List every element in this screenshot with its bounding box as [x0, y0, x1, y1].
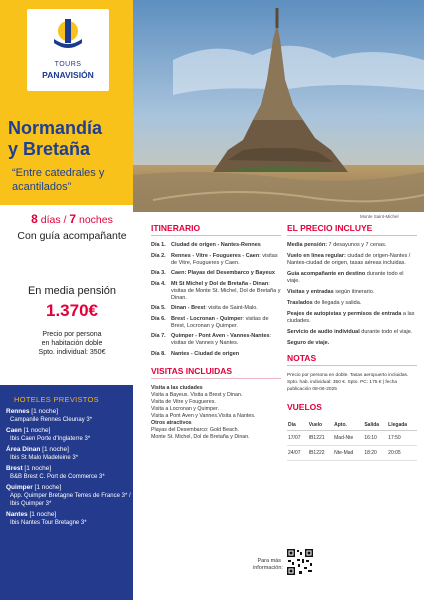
hotel-name: App. Quimper Bretagne Terres de France 3* / Ibis Quimper 3* — [10, 493, 131, 507]
flight-row — [287, 446, 417, 461]
price-note-line1: Precio por persona — [42, 331, 102, 338]
include-bold: Peajes de autopistas y permisos de entrada — [287, 311, 402, 317]
itinerary-day — [151, 281, 281, 302]
more-info-label — [253, 558, 281, 572]
includes-list — [287, 242, 417, 347]
visit-line: Visita de Vitre y Fougueres. — [151, 398, 216, 405]
include-bold: Servicio de audio individual — [287, 329, 360, 335]
photo-caption: Monte Saint-Michel — [360, 214, 399, 219]
day-text: : visitas de Brest, Locronan y Quimper. — [171, 315, 269, 329]
day-title: Brest - Locronan - Quimper — [171, 315, 243, 322]
include-text: según itinerario. — [333, 289, 375, 295]
price-note-line3: Spto. individual: 350€ — [38, 349, 106, 356]
panavision-logo — [27, 9, 109, 91]
include-item — [287, 340, 417, 347]
flights-header: Llegada — [387, 420, 417, 431]
hotel-nights: [1 noche] — [22, 465, 52, 472]
duration-nights-label: noches — [78, 214, 113, 226]
visit-line: Visita a Pont Aven y Vannes.Visita a Nantes. — [151, 412, 256, 419]
hotels-list — [6, 408, 131, 530]
hotel-name: Campanile Rennes Cleunay 3* — [10, 417, 93, 423]
itinerary-day — [151, 333, 281, 347]
flight-cell: 20:05 — [387, 446, 417, 461]
itinerary-column — [151, 223, 281, 441]
hotel-nights: [1 noche] — [32, 484, 62, 491]
visit-line: Visita a Bayeux. Visita a Brest y Dinan. — [151, 391, 243, 398]
visits-heading-other: Otros atractivos — [151, 419, 192, 426]
include-bold: Seguro de viaje. — [287, 340, 330, 346]
hotel-nights: [1 noche] — [21, 427, 51, 434]
flight-cell: 24/07 — [287, 446, 308, 461]
duration: 8 días / 7 noches — [31, 212, 113, 226]
include-text: ciudad de origen-Nantes / Nantes-ciudad de origen, tasas aéreas incluidas. — [287, 253, 411, 266]
visits-title: VISITAS INCLUIDAS — [151, 366, 281, 379]
qr-code-icon[interactable] — [286, 548, 314, 576]
hotel-nights: [1 noche] — [29, 408, 59, 415]
hotel-item — [6, 484, 131, 508]
include-text: 7 desayunos y 7 cenas. — [327, 242, 387, 248]
itinerary-day — [151, 253, 281, 267]
flights-header: Día — [287, 420, 308, 431]
flight-cell: 17:50 — [387, 431, 417, 446]
includes-title: EL PRECIO INCLUYE — [287, 223, 417, 236]
trip-title-line2: y Bretaña — [8, 139, 91, 159]
notes-title: NOTAS — [287, 353, 417, 366]
hotel-nights: [1 noche] — [40, 446, 69, 453]
hotel-city: Quimper — [6, 484, 33, 491]
logo-tours-text: TOURS — [54, 61, 82, 68]
hotel-nights: [1 noche] — [27, 511, 57, 518]
visit-line: Visita a Locronan y Quimper. — [151, 405, 219, 412]
hotel-name: Ibis Caen Porte d'Inglaterre 3* — [10, 436, 91, 442]
include-item — [287, 329, 417, 336]
day-title: Rennes - Vitre - Fougueres - Caen — [171, 252, 260, 259]
visit-line: Monte St. Michel, Dol de Bretaña y Dinan. — [151, 433, 250, 440]
include-bold: Vuelo en línea regular: — [287, 253, 346, 259]
hotel-name: Ibis Nantes Tour Bretagne 3* — [10, 520, 87, 526]
hotel-item — [6, 427, 131, 443]
include-item — [287, 300, 417, 307]
include-item — [287, 253, 417, 267]
flight-row — [287, 431, 417, 446]
flights-title: VUELOS — [287, 402, 322, 412]
flight-cell: IB1222 — [308, 446, 333, 461]
day-number: Día 1. — [151, 242, 166, 248]
day-title: Quimper - Pont Aven - Vannes-Nantes — [171, 333, 270, 339]
day-number: Día 8. — [151, 350, 166, 357]
logo-brand-text: PANAVISIÓN — [42, 70, 94, 80]
itinerary-day — [151, 270, 281, 277]
day-number: Día 7. — [151, 333, 166, 339]
flight-cell: 16:10 — [363, 431, 387, 446]
day-title: Ciudad de origen - Nantes-Rennes — [171, 242, 261, 248]
hotel-city: Caen — [6, 427, 22, 434]
day-title: Caen: Playas del Desembarco y Bayeux — [171, 270, 275, 276]
hotels-title: HOTELES PREVISTOS — [14, 395, 99, 404]
hotel-city: Brest — [6, 465, 23, 472]
include-bold: Media pensión: — [287, 242, 328, 248]
duration-nights: 7 — [69, 212, 77, 226]
day-number: Día 2. — [151, 252, 166, 259]
duration-panel — [0, 205, 144, 385]
hero-photo-mont-saint-michel — [133, 0, 424, 212]
hotel-name: B&B Brest C. Port de Commerce 3* — [10, 474, 105, 480]
hotel-city: Nantes — [6, 511, 28, 518]
include-bold: Visitas y entradas — [287, 289, 334, 295]
price-board: En media pensión — [27, 285, 117, 297]
day-text: : visitas de Monte St. Michel, Dol de Bretaña y Dinan. — [171, 280, 281, 301]
duration-days-label: días — [40, 214, 61, 226]
itinerary-list — [151, 242, 281, 358]
include-item — [287, 289, 417, 296]
flight-cell: 17/07 — [287, 431, 308, 446]
flights-header: Vuelo — [308, 420, 333, 431]
guide-text: Con guía acompañante — [17, 230, 127, 242]
flights-header: Salida — [363, 420, 387, 431]
include-bold: Guía acompañante en destino — [287, 271, 366, 277]
day-number: Día 6. — [151, 315, 166, 322]
flights-table — [287, 420, 417, 461]
hotel-city: Rennes — [6, 408, 30, 415]
flights-header-row — [287, 420, 417, 431]
day-text: : visitas de Vannes y Nantes. — [171, 333, 272, 346]
day-number: Día 4. — [151, 280, 166, 287]
include-bold: Traslados — [287, 300, 313, 306]
hotel-item — [6, 511, 131, 527]
include-item — [287, 242, 417, 249]
day-title: Mt St Michel y Dol de Bretaña - Dinan — [171, 280, 269, 287]
day-text: : visitas de Vitre, Fougueres y Caen. — [171, 252, 278, 266]
hotel-city: Área Dinan — [6, 446, 41, 453]
flight-cell: IB1221 — [308, 431, 333, 446]
visits-block — [151, 385, 281, 441]
visits-heading-cities: Visita a las ciudades — [151, 384, 203, 391]
duration-days: 8 — [31, 212, 38, 226]
day-text: : visita de Saint-Malo. — [205, 305, 258, 311]
hotel-item — [6, 408, 131, 424]
price-note-line2: en habitación doble — [41, 340, 103, 347]
visit-line: Playas del Desembarco: Gold Beach. — [151, 426, 240, 433]
departure-date: Salida 17 julio — [35, 263, 109, 275]
itinerary-day — [151, 242, 281, 249]
itinerary-day — [151, 351, 281, 358]
include-item — [287, 271, 417, 285]
hotel-item — [6, 465, 131, 481]
day-title: Dinan - Brest — [171, 305, 206, 311]
notes-text: Precio por persona en doble. Tasas aeropuerto incluidas. Spto. hab. individual: 350 €. Spto. PC: 175 € | fecha publicación 08-06-2025 — [287, 373, 409, 392]
more-info-line2: información: — [253, 565, 283, 571]
flight-cell: Mad-Nte — [333, 431, 363, 446]
more-info-line1: Para más — [257, 558, 281, 564]
flight-cell: Nte-Mad — [333, 446, 363, 461]
includes-column — [287, 223, 417, 461]
itinerary-title: ITINERARIO — [151, 223, 281, 236]
include-item — [287, 311, 417, 325]
price: 1.370€ — [46, 301, 98, 320]
hotel-name: Ibis St Malo Madeleine 3* — [10, 455, 79, 461]
price-note — [0, 330, 144, 357]
panavision-logo-icon — [51, 19, 85, 53]
day-number: Día 5. — [151, 305, 166, 311]
include-text: de llegada y salida. — [312, 300, 362, 306]
include-text: durante todo el viaje. — [359, 329, 413, 335]
include-text: a las ciudades. — [287, 311, 415, 324]
day-number: Día 3. — [151, 270, 166, 276]
hotel-item — [6, 446, 131, 462]
day-title: Nantes - Ciudad de origen — [171, 350, 240, 357]
flight-cell: 18:20 — [363, 446, 387, 461]
itinerary-day — [151, 305, 281, 312]
flights-header: Apto. — [333, 420, 363, 431]
trip-subtitle: “Entre catedrales y acantilados” — [12, 167, 105, 193]
include-text: durante todo el viaje. — [287, 271, 404, 284]
trip-title — [8, 118, 133, 160]
trip-title-line1: Normandía — [8, 118, 103, 138]
itinerary-day — [151, 316, 281, 330]
